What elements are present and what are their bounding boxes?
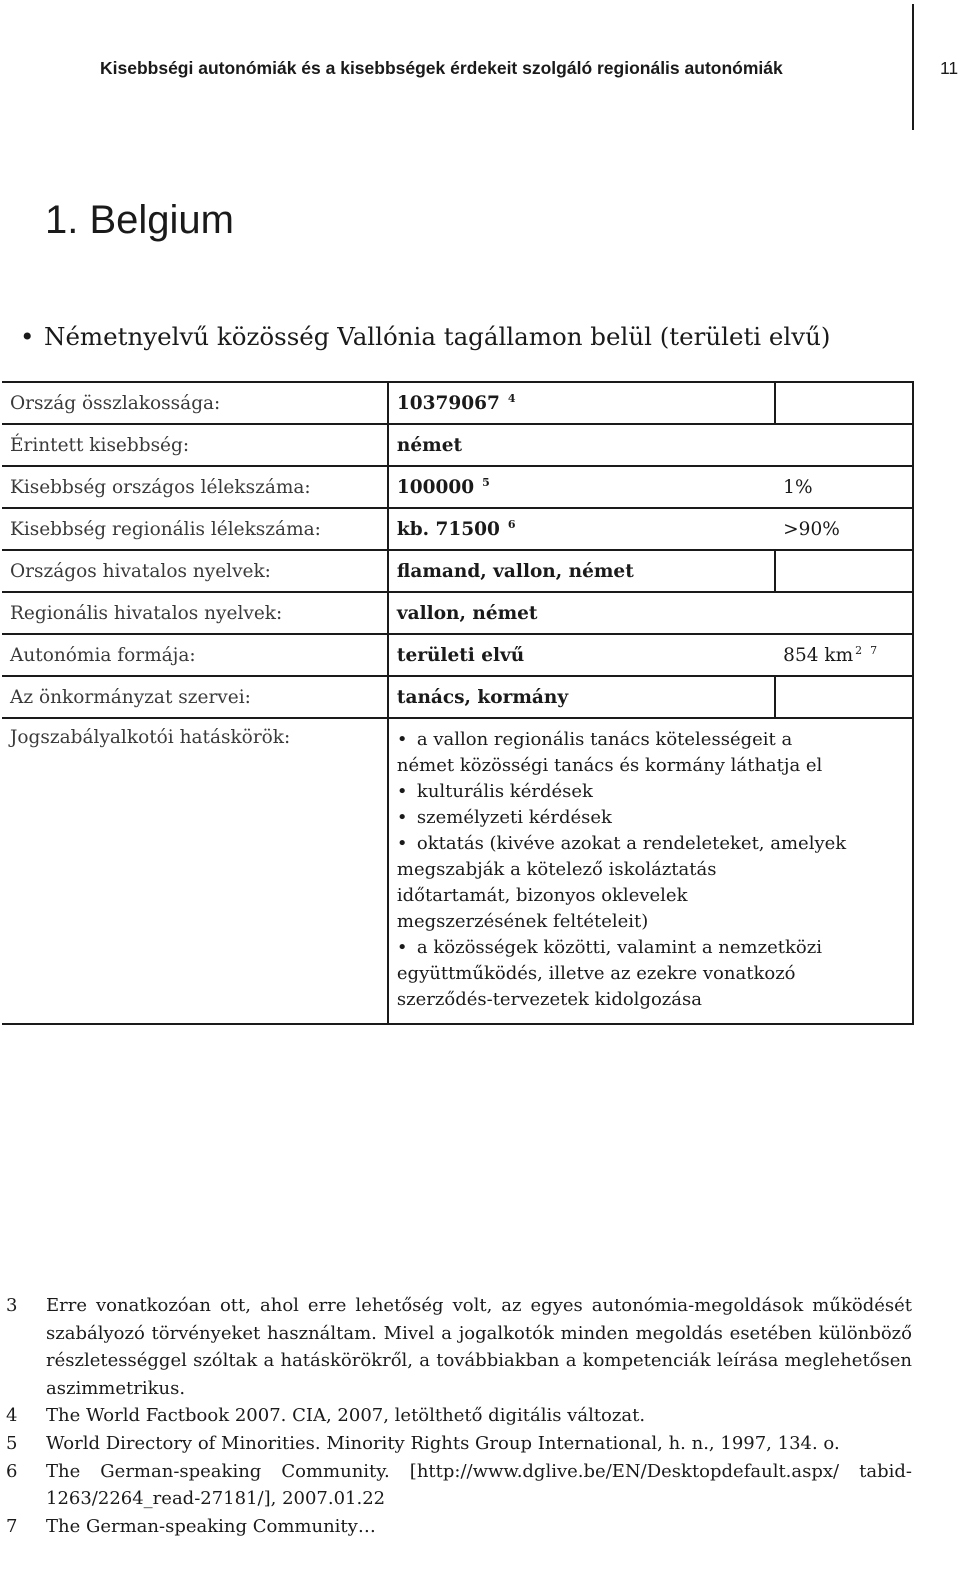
footnote-ref: 6: [507, 517, 516, 531]
table-row: [2, 676, 913, 718]
regional-lang-value: vallon, német: [388, 592, 775, 634]
national-count-value: 100000: [396, 477, 475, 499]
footnote: [6, 1430, 912, 1458]
footnote: [6, 1458, 912, 1513]
footnote: [6, 1513, 912, 1541]
national-count-cell: [388, 466, 775, 508]
autonomy-form-label: Autonómia formája:: [2, 634, 388, 676]
area-cell: [775, 634, 913, 676]
table-row: [2, 508, 913, 550]
competences-cell: [388, 718, 913, 1024]
footnote-number: 3: [6, 1295, 18, 1316]
competences-list: [397, 727, 904, 1013]
regional-count-value: kb. 71500: [396, 519, 500, 541]
running-title: Kisebbségi autonómiák és a kisebbségek érdekeit szolgáló regionális autonómiák: [100, 58, 783, 78]
area-exponent: 2: [855, 643, 863, 657]
footnote-number: 5: [6, 1432, 18, 1454]
national-lang-label: Országos hivatalos nyelvek:: [2, 550, 388, 592]
list-item: • a közösségek közötti, valamint a nemzetközi együttműködés, illetve az ezekre vonatkozó szerződés-tervezetek kidolgozása: [397, 935, 904, 1013]
minority-value: német: [388, 424, 775, 466]
autonomy-data-table: [2, 381, 914, 1025]
organs-value: tanács, kormány: [388, 676, 775, 718]
population-value: 10379067: [396, 393, 500, 415]
regional-count-label: Kisebbség regionális lélekszáma:: [2, 508, 388, 550]
national-share: 1%: [775, 466, 913, 508]
footnote: [6, 1402, 912, 1430]
population-cell: [388, 382, 775, 424]
list-item: • oktatás (kivéve azokat a rendeleteket, amelyek megszabják a kötelező iskoláztatás időtartamát, bizonyos oklevelek megszerzésének feltételeit): [397, 831, 904, 935]
table-row: [2, 634, 913, 676]
empty-cell: [775, 424, 913, 466]
competences-label: Jogszabályalkotói hatáskörök:: [2, 718, 388, 1024]
page-header: [0, 0, 960, 140]
table-row: [2, 550, 913, 592]
regional-count-cell: [388, 508, 775, 550]
table-row: [2, 718, 913, 1024]
page-number: 11: [940, 58, 959, 78]
empty-cell: [775, 676, 913, 718]
footnote-text: The German-speaking Community. [http://www.dglive.be/EN/Desktopdefault.aspx/ tabid-1263/2264_read-27181/], 2007.01.22: [46, 1460, 912, 1510]
list-item: • személyzeti kérdések: [397, 805, 904, 831]
table-row: [2, 382, 913, 424]
regional-share: >90%: [775, 508, 913, 550]
footnote-number: 4: [6, 1405, 18, 1427]
footnote-text: The German-speaking Community…: [46, 1515, 376, 1537]
national-count-label: Kisebbség országos lélekszáma:: [2, 466, 388, 508]
header-divider: [912, 4, 914, 130]
footnote-ref: 7: [870, 643, 878, 657]
footnote: [6, 1292, 912, 1402]
bullet-icon: •: [20, 322, 35, 351]
footnote-text: The World Factbook 2007. CIA, 2007, letölthető digitális változat.: [46, 1405, 646, 1427]
section-heading: 1. Belgium: [45, 198, 234, 242]
footnote-number: 7: [6, 1515, 18, 1537]
table-row: [2, 424, 913, 466]
list-item: • a vallon regionális tanács kötelességeit a német közösségi tanács és kormány láthatja el: [397, 727, 904, 779]
list-item: • kulturális kérdések: [397, 779, 904, 805]
table-row: [2, 592, 913, 634]
empty-cell: [775, 592, 913, 634]
organs-label: Az önkormányzat szervei:: [2, 676, 388, 718]
area-value: 854 km: [783, 645, 854, 667]
footnote-number: 6: [6, 1460, 18, 1482]
national-lang-value: flamand, vallon, német: [388, 550, 775, 592]
population-label: Ország összlakossága:: [2, 382, 388, 424]
footnote-ref: 4: [507, 391, 516, 405]
subheading-text: Németnyelvű közösség Vallónia tagállamon belül (területi elvű): [44, 322, 831, 351]
footnotes: [6, 1292, 912, 1540]
regional-lang-label: Regionális hivatalos nyelvek:: [2, 592, 388, 634]
table-row: [2, 466, 913, 508]
footnote-text: World Directory of Minorities. Minority Rights Group International, h. n., 1997, 134. o.: [46, 1432, 840, 1454]
subheading: [20, 322, 830, 351]
empty-cell: [775, 382, 913, 424]
empty-cell: [775, 550, 913, 592]
footnote-ref: 5: [482, 475, 490, 489]
footnote-text: Erre vonatkozóan ott, ahol erre lehetőség volt, az egyes autonómia-megoldások működését szabályozó törvényeket használtam. Mivel a jogalkotók minden megoldás esetében különböző részletességgel szóltak a hatáskörökről, a továbbiakban a kompetenciák leírása meglehetősen aszimmetrikus.: [46, 1295, 912, 1399]
minority-label: Érintett kisebbség:: [2, 424, 388, 466]
autonomy-form-value: területi elvű: [388, 634, 775, 676]
